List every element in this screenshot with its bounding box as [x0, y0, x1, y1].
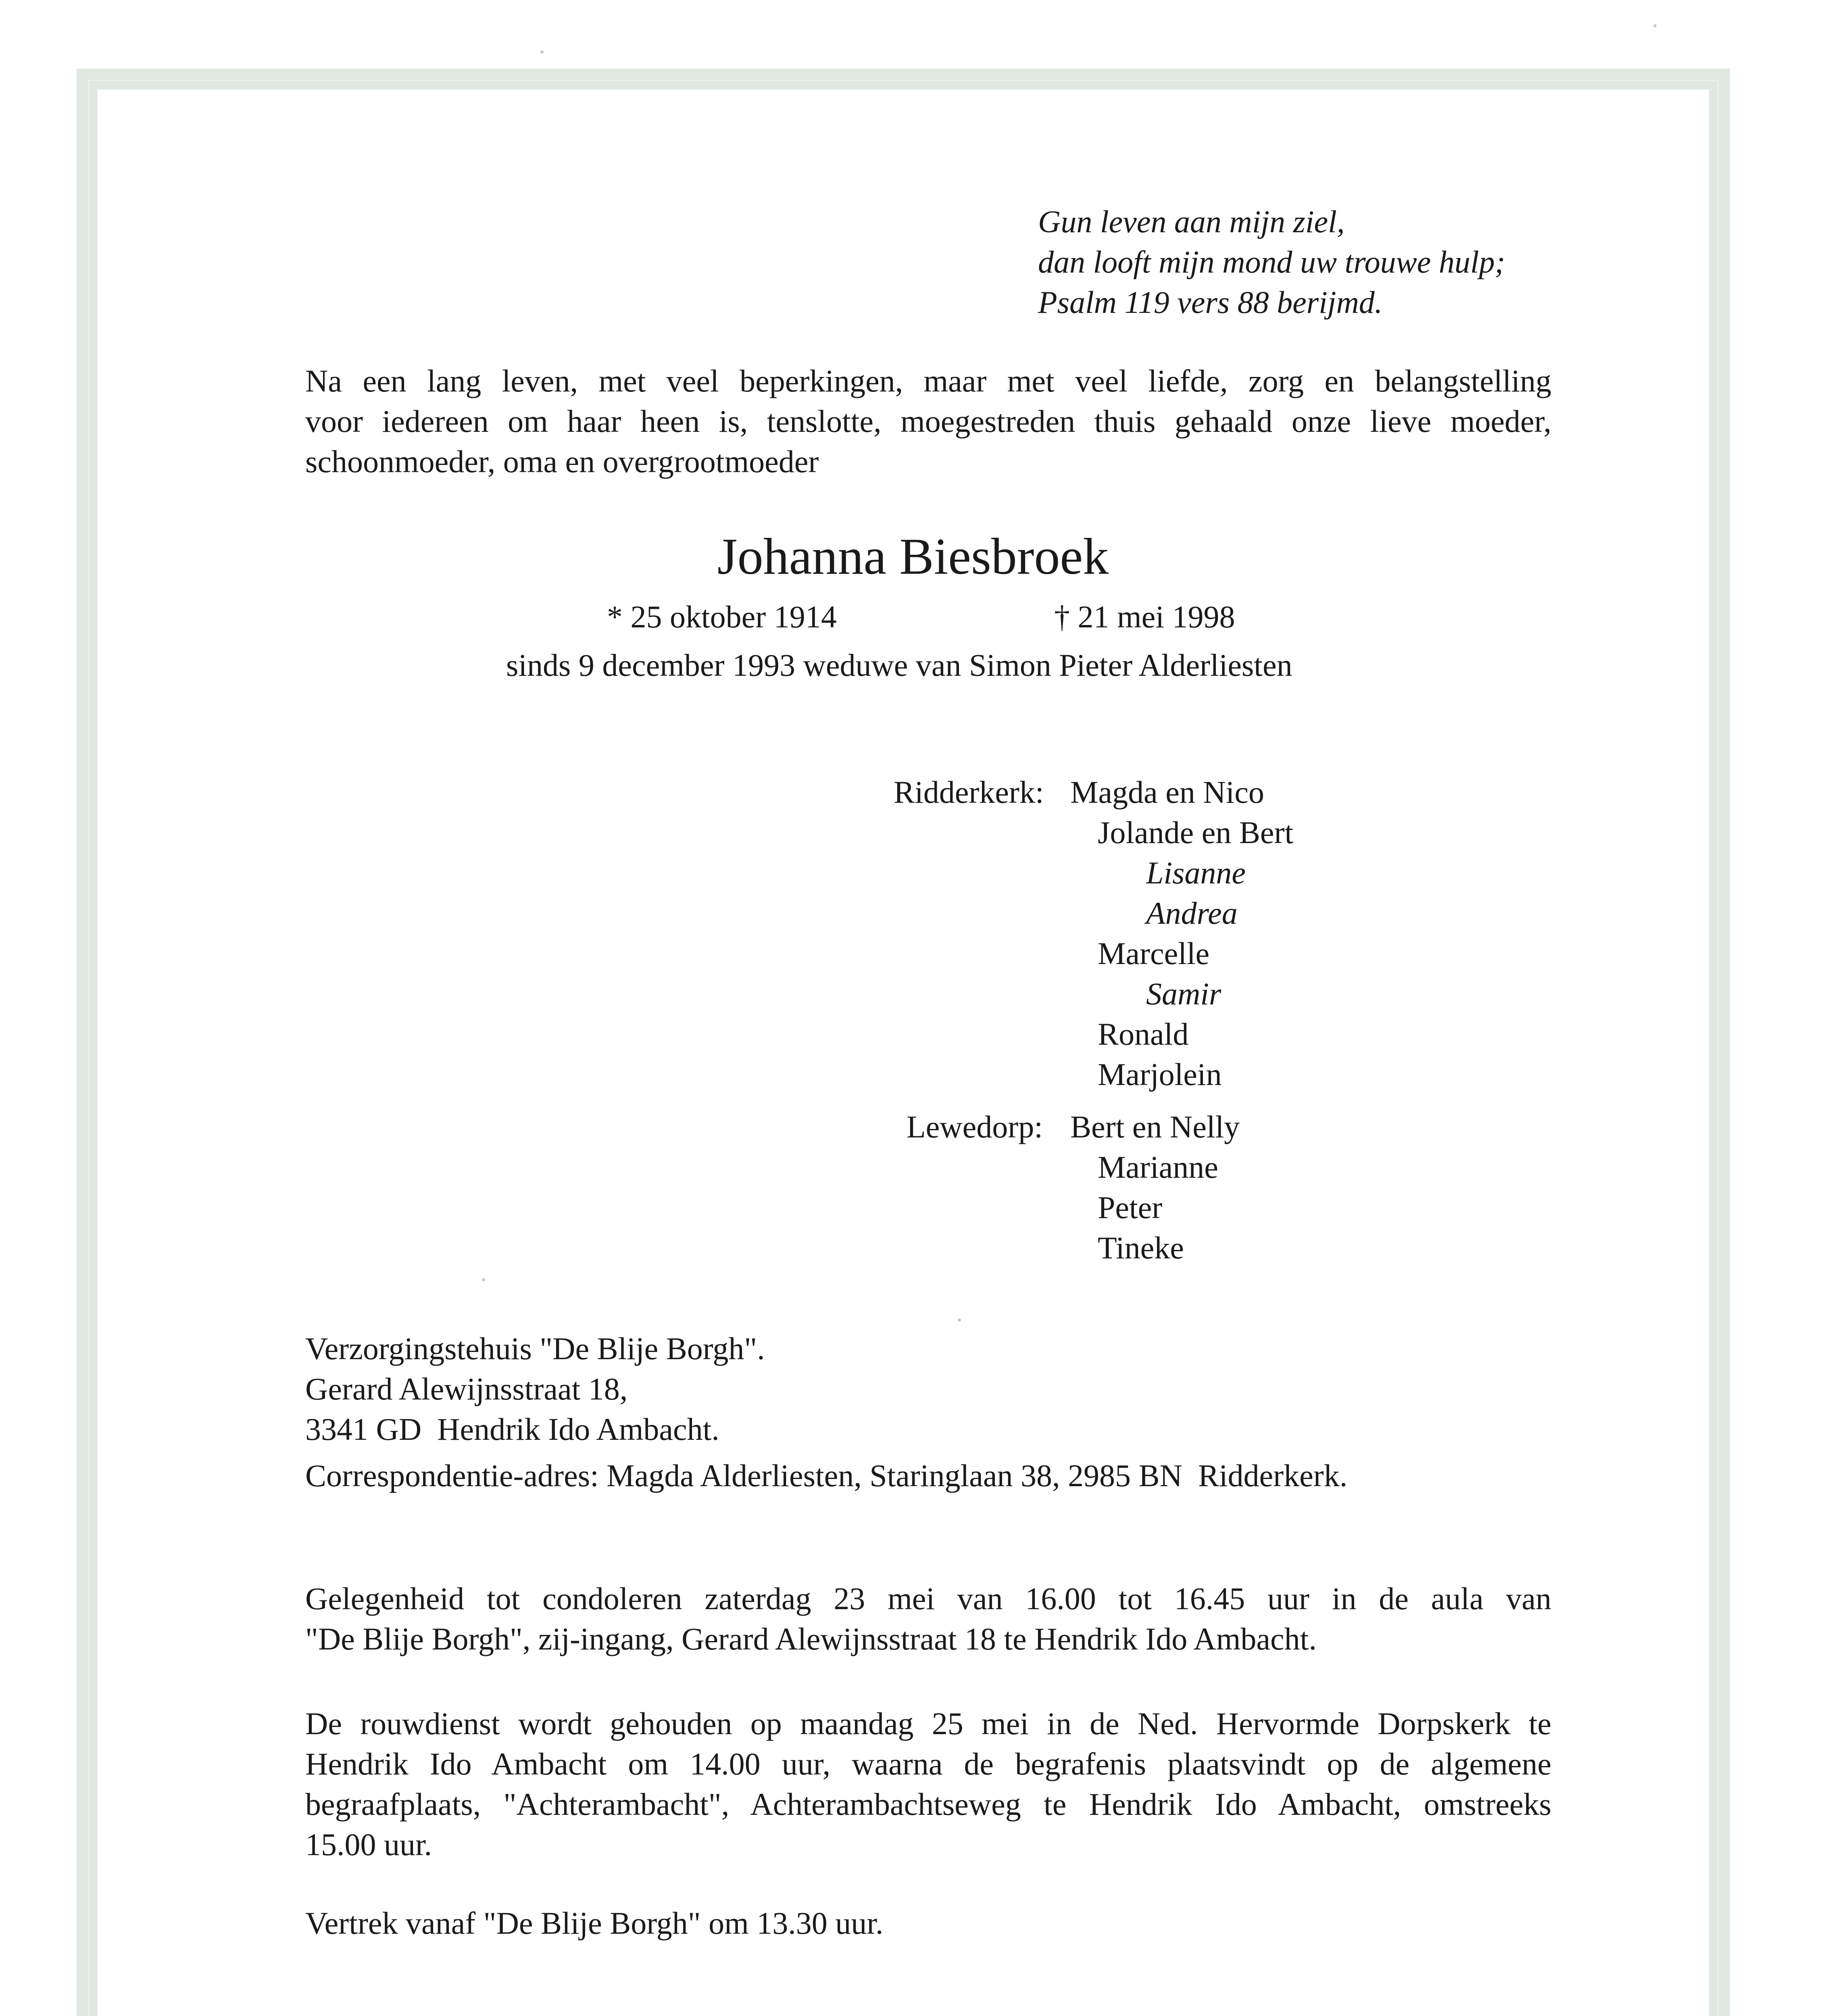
condolence-paragraph — [305, 1579, 1551, 1659]
motto-line-3: Psalm 119 vers 88 berijmd. — [1038, 285, 1383, 320]
family-member-jolande: Jolande en Bert — [1098, 815, 1294, 850]
paper-speck — [482, 1278, 485, 1281]
death-date: † 21 mei 1998 — [1054, 599, 1235, 634]
widow-note: sinds 9 december 1993 weduwe van Simon Pieter Alderliesten — [506, 648, 1292, 683]
intro-line-1: Na een lang leven, met veel beperkingen, maar met veel liefde, zorg en belangstelling — [305, 363, 1551, 398]
address-line-3: 3341 GD Hendrik Ido Ambacht. — [305, 1412, 719, 1447]
service-line-2: Hendrik Ido Ambacht om 14.00 uur, waarna de begrafenis plaatsvindt op de algemene — [305, 1746, 1551, 1781]
condolence-line-2: "De Blije Borgh", zij-ingang, Gerard Alewijnsstraat 18 te Hendrik Ido Ambacht. — [305, 1621, 1317, 1656]
motto-line-1: Gun leven aan mijn ziel, — [1038, 204, 1345, 239]
family-place-lewedorp: Lewedorp: — [907, 1109, 1043, 1144]
address-line-2: Gerard Alewijnsstraat 18, — [305, 1371, 628, 1406]
family-member-ronald: Ronald — [1098, 1016, 1189, 1052]
family-member-andrea: Andrea — [1146, 896, 1238, 931]
paper-speck — [958, 1318, 961, 1322]
family-member-marianne: Marianne — [1098, 1150, 1218, 1185]
family-member-tineke: Tineke — [1098, 1230, 1184, 1265]
service-paragraph — [305, 1704, 1551, 1865]
address-line-1: Verzorgingstehuis "De Blije Borgh". — [305, 1331, 765, 1366]
family-member-marjolein: Marjolein — [1098, 1057, 1222, 1092]
motto-line-2: dan looft mijn mond uw trouwe hulp; — [1038, 244, 1505, 279]
intro-line-3: schoonmoeder, oma en overgrootmoeder — [305, 444, 819, 479]
family-member-magda: Magda en Nico — [1070, 775, 1264, 810]
family-place-ridderkerk: Ridderkerk: — [894, 775, 1044, 810]
paper-speck — [1653, 24, 1657, 27]
service-line-3: begraafplaats, "Achterambacht", Achterambachtseweg te Hendrik Ido Ambacht, omstreeks — [305, 1787, 1551, 1822]
paper-speck — [540, 50, 544, 54]
correspondence-address: Correspondentie-adres: Magda Alderliesten, Staringlaan 38, 2985 BN Ridderkerk. — [305, 1458, 1348, 1493]
service-line-4: 15.00 uur. — [305, 1827, 432, 1862]
intro-line-2: voor iedereen om haar heen is, tenslotte, moegestreden thuis gehaald onze lieve moeder, — [305, 404, 1551, 439]
family-member-samir: Samir — [1146, 976, 1222, 1011]
family-member-peter: Peter — [1098, 1190, 1163, 1225]
condolence-line-1: Gelegenheid tot condoleren zaterdag 23 mei van 16.00 tot 16.45 uur in de aula van — [305, 1581, 1551, 1616]
birth-date: * 25 oktober 1914 — [607, 599, 837, 634]
family-member-lisanne: Lisanne — [1146, 855, 1246, 890]
deceased-name: Johanna Biesbroek — [717, 528, 1109, 585]
family-member-bert: Bert en Nelly — [1070, 1109, 1240, 1144]
family-member-marcelle: Marcelle — [1098, 936, 1210, 971]
intro-paragraph — [305, 361, 1551, 482]
service-line-1: De rouwdienst wordt gehouden op maandag 25 mei in de Ned. Hervormde Dorpskerk te — [305, 1706, 1551, 1741]
departure-note: Vertrek vanaf "De Blije Borgh" om 13.30 uur. — [305, 1906, 884, 1941]
